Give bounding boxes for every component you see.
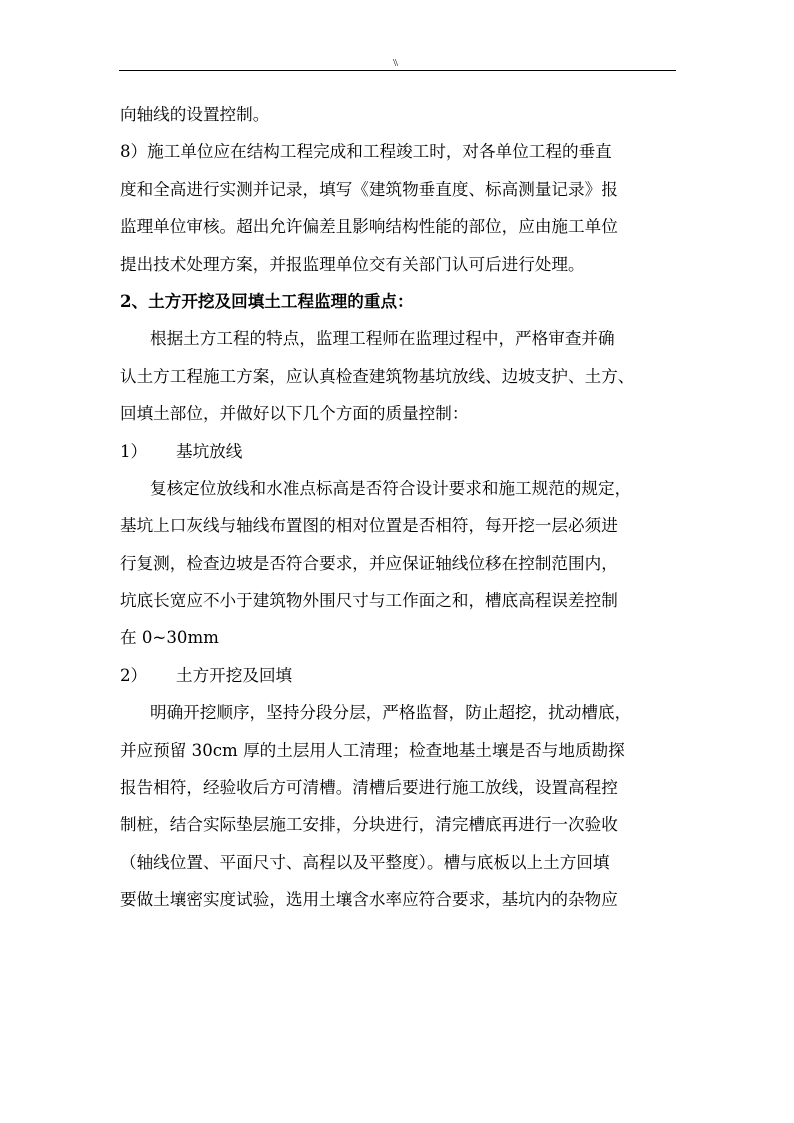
paragraph-line: （轴线位置、平面尺寸、高程以及平整度）。槽与底板以上土方回填 xyxy=(120,852,610,872)
paragraph-line: 要做土壤密实度试验，选用土壤含水率应符合要求，基坑内的杂物应 xyxy=(120,890,618,910)
paragraph-line: 行复测，检查边坡是否符合要求，并应保证轴线位移在控制范围内， xyxy=(120,553,618,573)
paragraph-line: 坑底长宽应不小于建筑物外围尺寸与工作面之和，槽底高程误差控制 xyxy=(120,591,618,611)
list-item-2 xyxy=(120,657,680,694)
paragraph-line: 8）施工单位应在结构工程完成和工程竣工时，对各单位工程的垂直 xyxy=(120,142,612,162)
header-rule xyxy=(119,70,676,71)
paragraph-line: 制桩，结合实际垫层施工安排，分块进行，清完槽底再进行一次验收 xyxy=(120,815,618,835)
list-item-number: 1） xyxy=(120,441,148,461)
document-body xyxy=(120,96,680,919)
paragraph-line: 监理单位审核。超出允许偏差且影响结构性能的部位，应由施工单位 xyxy=(120,217,618,237)
list-item-title: 土方开挖及回填 xyxy=(176,665,293,685)
paragraph-line: 并应预留 30cm 厚的土层用人工清理；检查地基土壤是否与地质勘探 xyxy=(120,740,625,760)
list-item-1 xyxy=(120,433,680,470)
paragraph-line: 根据土方工程的特点，监理工程师在监理过程中，严格审查并确 xyxy=(150,329,615,349)
page-header-mark: \\ xyxy=(392,57,398,69)
paragraph-line: 基坑上口灰线与轴线布置图的相对位置是否相符，每开挖一层必须进 xyxy=(120,516,618,536)
paragraph-line: 回填土部位，并做好以下几个方面的质量控制： xyxy=(120,404,469,424)
paragraph-line: 报告相符，经验收后方可清槽。清槽后要进行施工放线，设置高程控 xyxy=(120,778,618,798)
paragraph-line: 复核定位放线和水准点标高是否符合设计要求和施工规范的规定， xyxy=(150,478,632,498)
paragraph-line: 在 0~30mm xyxy=(120,628,219,648)
paragraph-line: 提出技术处理方案，并报监理单位交有关部门认可后进行处理。 xyxy=(120,254,585,274)
list-item-number: 2） xyxy=(120,665,148,685)
paragraph-line: 向轴线的设置控制。 xyxy=(120,105,270,124)
paragraph-line: 明确开挖顺序，坚持分段分层，严格监督，防止超挖，扰动槽底， xyxy=(150,703,632,723)
section-heading: 2、土方开挖及回填土工程监理的重点： xyxy=(120,290,414,311)
list-item-title: 基坑放线 xyxy=(176,441,243,461)
paragraph-line: 认土方工程施工方案，应认真检查建筑物基坑放线、边坡支护、土方、 xyxy=(120,366,635,386)
paragraph-line: 度和全高进行实测并记录，填写《建筑物垂直度、标高测量记录》报 xyxy=(120,179,618,199)
